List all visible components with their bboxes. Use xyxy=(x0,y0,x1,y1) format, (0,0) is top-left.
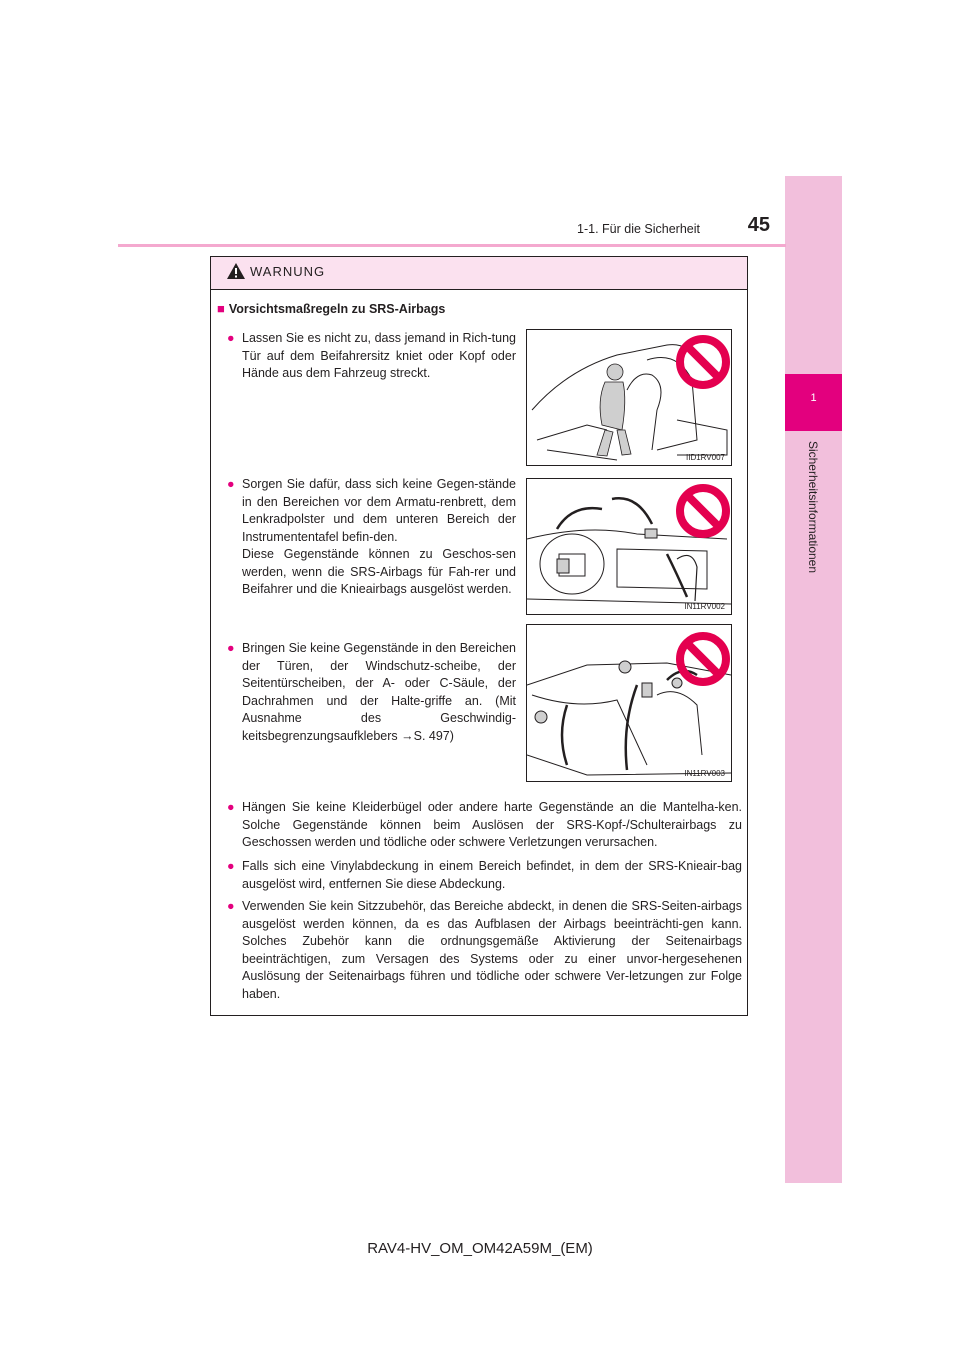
bullet-text: Bringen Sie keine Gegenstände in den Bereichen der Türen, der Windschutz-scheibe, der Seitentürscheiben, der A- oder C-Säule, der Dachrahmen und der Halte-griffe an. (Mit Ausnahme des Geschwindig-keitsbegrenzungsaufklebers →S. 497) xyxy=(242,641,516,743)
bullet-dot-icon: ● xyxy=(227,859,235,873)
bullet-item xyxy=(227,799,742,852)
figure-pillar-objects xyxy=(526,624,732,782)
bullet-text-continued: Diese Gegenstände können zu Geschos-sen werden, wenn die SRS-Airbags für Fah-rer und Beifahrer und die Knieairbags ausgelöst werden. xyxy=(242,547,516,596)
bullet-dot-icon: ● xyxy=(227,899,235,913)
figure-passenger-kneeling xyxy=(526,329,732,466)
header-rule xyxy=(118,244,786,247)
bullet-item xyxy=(227,858,742,893)
prohibition-icon xyxy=(675,631,731,687)
bullet-text: Hängen Sie keine Kleiderbügel oder andere harte Gegenstände an die Mantelha-ken. Solche Gegenstände können beim Auslösen der SRS-Kopf-/Schulterairbags zu Geschossen werden und tödliche oder schwere Verletzungen verursachen. xyxy=(242,800,742,849)
figure-dashboard-objects xyxy=(526,478,732,615)
figure-code: IID1RV007 xyxy=(686,453,725,462)
bullet-text: Sorgen Sie dafür, dass sich keine Gegen-stände in den Bereichen vor dem Armatu-renbrett, dem Lenkradpolster und dem unteren Bereich der Instrumententafel befin-den. xyxy=(242,477,516,544)
warning-triangle-icon xyxy=(226,262,246,280)
bullet-item xyxy=(227,640,516,745)
page-number: 45 xyxy=(747,214,770,236)
chapter-label: Sicherheitsinformationen xyxy=(806,440,820,574)
bullet-item xyxy=(227,476,516,599)
bullet-dot-icon: ● xyxy=(227,331,235,345)
bullet-text: Verwenden Sie kein Sitzzubehör, das Bereiche abdeckt, in denen die SRS-Seiten-airbags ausgelöst werden können, da es das Aufblasen der Airbags beeinträchti-gen kann. Solches Zubehör kann die ordnungsgemäße Aktivierung der Seitenairbags beeinträchtigen, zum Versagen des Systems oder zu einer unvor-hergesehenen Auslösung der Seitenairbags führen und tödliche oder schwere Ver-letzungen zur Folge haben. xyxy=(242,899,742,1001)
bullet-text: Falls sich eine Vinylabdeckung in einem Bereich befindet, in dem der SRS-Knieair-bag ausgelöst wird, entfernen Sie diese Abdeckung. xyxy=(242,859,742,891)
side-tab xyxy=(785,176,842,1183)
bullet-item xyxy=(227,898,742,1003)
bullet-item xyxy=(227,330,516,383)
prohibition-icon xyxy=(675,334,731,390)
prohibition-icon xyxy=(675,483,731,539)
section-title: 1-1. Für die Sicherheit xyxy=(577,222,700,236)
square-bullet-icon: ■ xyxy=(217,301,225,316)
bullet-dot-icon: ● xyxy=(227,641,235,655)
chapter-number: 1 xyxy=(810,392,817,404)
warning-title: WARNUNG xyxy=(250,264,326,279)
bullet-text: Lassen Sie es nicht zu, dass jemand in Rich-tung Tür auf dem Beifahrersitz kniet oder Kopf oder Hände aus dem Fahrzeug streckt. xyxy=(242,331,516,380)
document-code: RAV4-HV_OM_OM42A59M_(EM) xyxy=(367,1240,593,1257)
section-heading-text: Vorsichtsmaßregeln zu SRS-Airbags xyxy=(228,302,446,316)
section-heading xyxy=(217,301,445,316)
bullet-dot-icon: ● xyxy=(227,800,235,814)
figure-code: IN11RV002 xyxy=(684,602,725,611)
figure-code: IN11RV003 xyxy=(684,769,725,778)
bullet-dot-icon: ● xyxy=(227,477,235,491)
